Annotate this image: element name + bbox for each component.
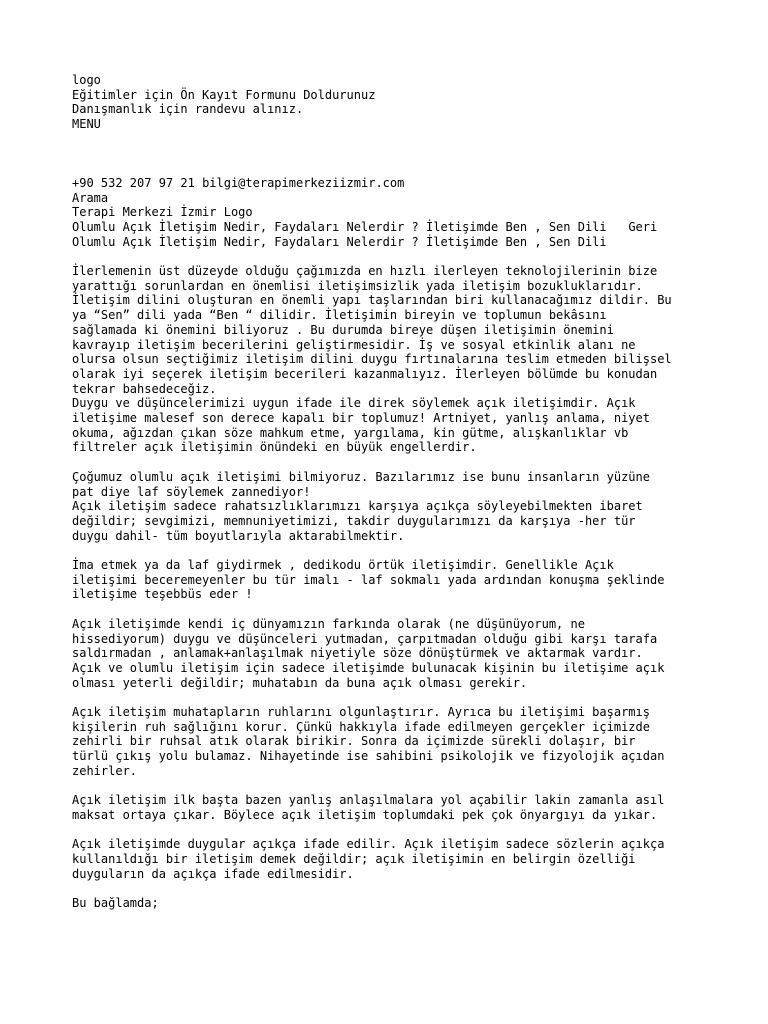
search-link[interactable]: Arama: [72, 190, 109, 205]
article-body: [72, 264, 762, 911]
paragraph-line: Açık iletişim sadece rahatsızlıklarımızı karşıya açıkça söyleyebilmekten ibaret: [72, 499, 643, 514]
preregister-link[interactable]: Eğitimler için Ön Kayıt Formunu Doldurunuz: [72, 87, 376, 102]
paragraph-line: okuma, ağızdan çıkan söze mahkum etme, yargılama, kin gütme, alışkanlıklar vb: [72, 425, 629, 440]
paragraph-line: zehirli bir ruhsal atık olarak birikir. Sonra da içimizde sürekli dolaşır, bir: [72, 734, 636, 749]
site-logo[interactable]: Terapi Merkezi İzmir Logo: [72, 205, 253, 220]
paragraph-line: olması yeterli değildir; muhatabın da buna açık olması gerekir.: [72, 675, 528, 690]
paragraph-line: yarattığı sorunlardan en önemlisi iletişimsizlik yada iletişim bozukluklarıdır.: [72, 278, 643, 293]
paragraph-line: kişilerin ruh sağlığını korur. Çünkü hakkıyla ifade edilmeyen gerçekler içimizde: [72, 719, 650, 734]
paragraph-line: kavrayıp iletişim becerilerini geliştirmesidir. İş ve sosyal etkinlik alanı ne: [72, 337, 636, 352]
logo-text[interactable]: logo: [72, 73, 101, 87]
article-paragraph: [72, 264, 762, 455]
paragraph-line: pat diye laf söylemek zannediyor!: [72, 484, 311, 499]
paragraph-line: tekrar bahsedeceğiz.: [72, 381, 217, 396]
paragraph-line: İletişim dilini oluşturan en önemli yapı taşlarından biri kullanacağımız dildir. Bu: [72, 293, 672, 308]
email-link[interactable]: bilgi@terapimerkeziizmir.com: [202, 175, 405, 190]
breadcrumb: [72, 220, 762, 235]
paragraph-line: ya “Sen” dili yada “Ben “ dilidir. İletişimin bireyin ve toplumun bekâsını: [72, 308, 607, 323]
paragraph-line: Açık iletişimde kendi iç dünyamızın farkında olarak (ne düşünüyorum, ne: [72, 616, 585, 631]
paragraph-line: olursa olsun seçtiğimiz iletişim dilini duygu fırtınalarına teslim etmeden bilişsel: [72, 352, 672, 367]
paragraph-line: Bu bağlamda;: [72, 896, 159, 911]
paragraph-line: Çoğumuz olumlu açık iletişimi bilmiyoruz. Bazılarımız ise bunu insanların yüzüne: [72, 469, 650, 484]
paragraph-line: Duygu ve düşüncelerimizi uygun ifade ile direk söylemek açık iletişimdir. Açık: [72, 396, 636, 411]
article-paragraph: [72, 896, 762, 911]
phone-link[interactable]: +90 532 207 97 21: [72, 175, 195, 190]
article-paragraph: [72, 837, 762, 881]
paragraph-line: duygu dahil- tüm boyutlarıyla aktarabilmektir.: [72, 528, 405, 543]
page-title: Olumlu Açık İletişim Nedir, Faydaları Nelerdir ? İletişimde Ben , Sen Dili: [72, 234, 607, 249]
paragraph-line: türlü çıkış yolu bulamaz. Nihayetinde ise sahibini psikolojik ve fizyolojik açıdan: [72, 749, 665, 764]
menu-button[interactable]: MENU: [72, 117, 101, 132]
paragraph-line: İlerlemenin üst düzeyde olduğu çağımızda en hızlı ilerleyen teknolojilerinin bize: [72, 264, 658, 279]
paragraph-line: Açık iletişim ilk başta bazen yanlış anlaşılmalara yol açabilir lakin zamanla asıl: [72, 793, 665, 808]
paragraph-line: iletişime teşebbüs eder !: [72, 587, 253, 602]
page-content: [72, 73, 762, 926]
paragraph-line: iletişime malesef son derece kapalı bir toplumuz! Artniyet, yanlış anlama, niyet: [72, 411, 650, 426]
paragraph-line: sağlamada ki önemini biliyoruz . Bu durumda bireye düşen iletişimin önemini: [72, 322, 614, 337]
paragraph-line: Açık iletişim muhatapların ruhlarını olgunlaştırır. Ayrıca bu iletişimi başarmış: [72, 705, 650, 720]
paragraph-line: olarak iyi seçerek iletişim becerileri kazanmalıyız. İlerleyen bölümde bu konudan: [72, 366, 658, 381]
paragraph-line: İma etmek ya da laf giydirmek , dedikodu örtük iletişimdir. Genellikle Açık: [72, 558, 614, 573]
paragraph-line: maksat ortaya çıkar. Böylece açık iletişim toplumdaki pek çok önyargıyı da yıkar.: [72, 807, 658, 822]
paragraph-line: Açık ve olumlu iletişim için sadece iletişimde bulunacak kişinin bu iletişime açık: [72, 660, 665, 675]
paragraph-line: iletişimi beceremeyenler bu tür imalı - laf sokmalı yada ardından konuşma şeklinde: [72, 572, 665, 587]
article-paragraph: [72, 558, 762, 602]
paragraph-line: hissediyorum) duygu ve düşünceleri yutmadan, çarpıtmadan olduğu gibi karşı tarafa: [72, 631, 658, 646]
contact-bar: [72, 176, 762, 250]
article-paragraph: [72, 705, 762, 779]
paragraph-line: Açık iletişimde duygular açıkça ifade edilir. Açık iletişim sadece sözlerin açıkça: [72, 837, 665, 852]
article-paragraph: [72, 793, 762, 822]
paragraph-line: zehirler.: [72, 763, 138, 778]
paragraph-line: filtreler açık iletişimin önündeki en büyük engellerdir.: [72, 440, 477, 455]
paragraph-line: saldırmadan , anlamak+anlaşılmak niyetiyle söze dönüştürmek ve aktarmak vardır.: [72, 646, 643, 661]
article-paragraph: [72, 470, 762, 544]
appointment-link[interactable]: Danışmanlık için randevu alınız.: [72, 102, 304, 117]
paragraph-line: kullanıldığı bir iletişim demek değildir; açık iletişimin en belirgin özelliği: [72, 852, 636, 867]
article-paragraph: [72, 617, 762, 691]
breadcrumb-title: Olumlu Açık İletişim Nedir, Faydaları Nelerdir ? İletişimde Ben , Sen Dili: [72, 219, 607, 234]
site-header: [72, 73, 762, 132]
paragraph-line: duyguların da açıkça ifade edilmesidir.: [72, 866, 354, 881]
back-link[interactable]: Geri: [628, 219, 658, 234]
contact-line: [72, 176, 762, 191]
paragraph-line: değildir; sevgimizi, memnuniyetimizi, takdir duygularımızı da karşıya -her tür: [72, 513, 636, 528]
